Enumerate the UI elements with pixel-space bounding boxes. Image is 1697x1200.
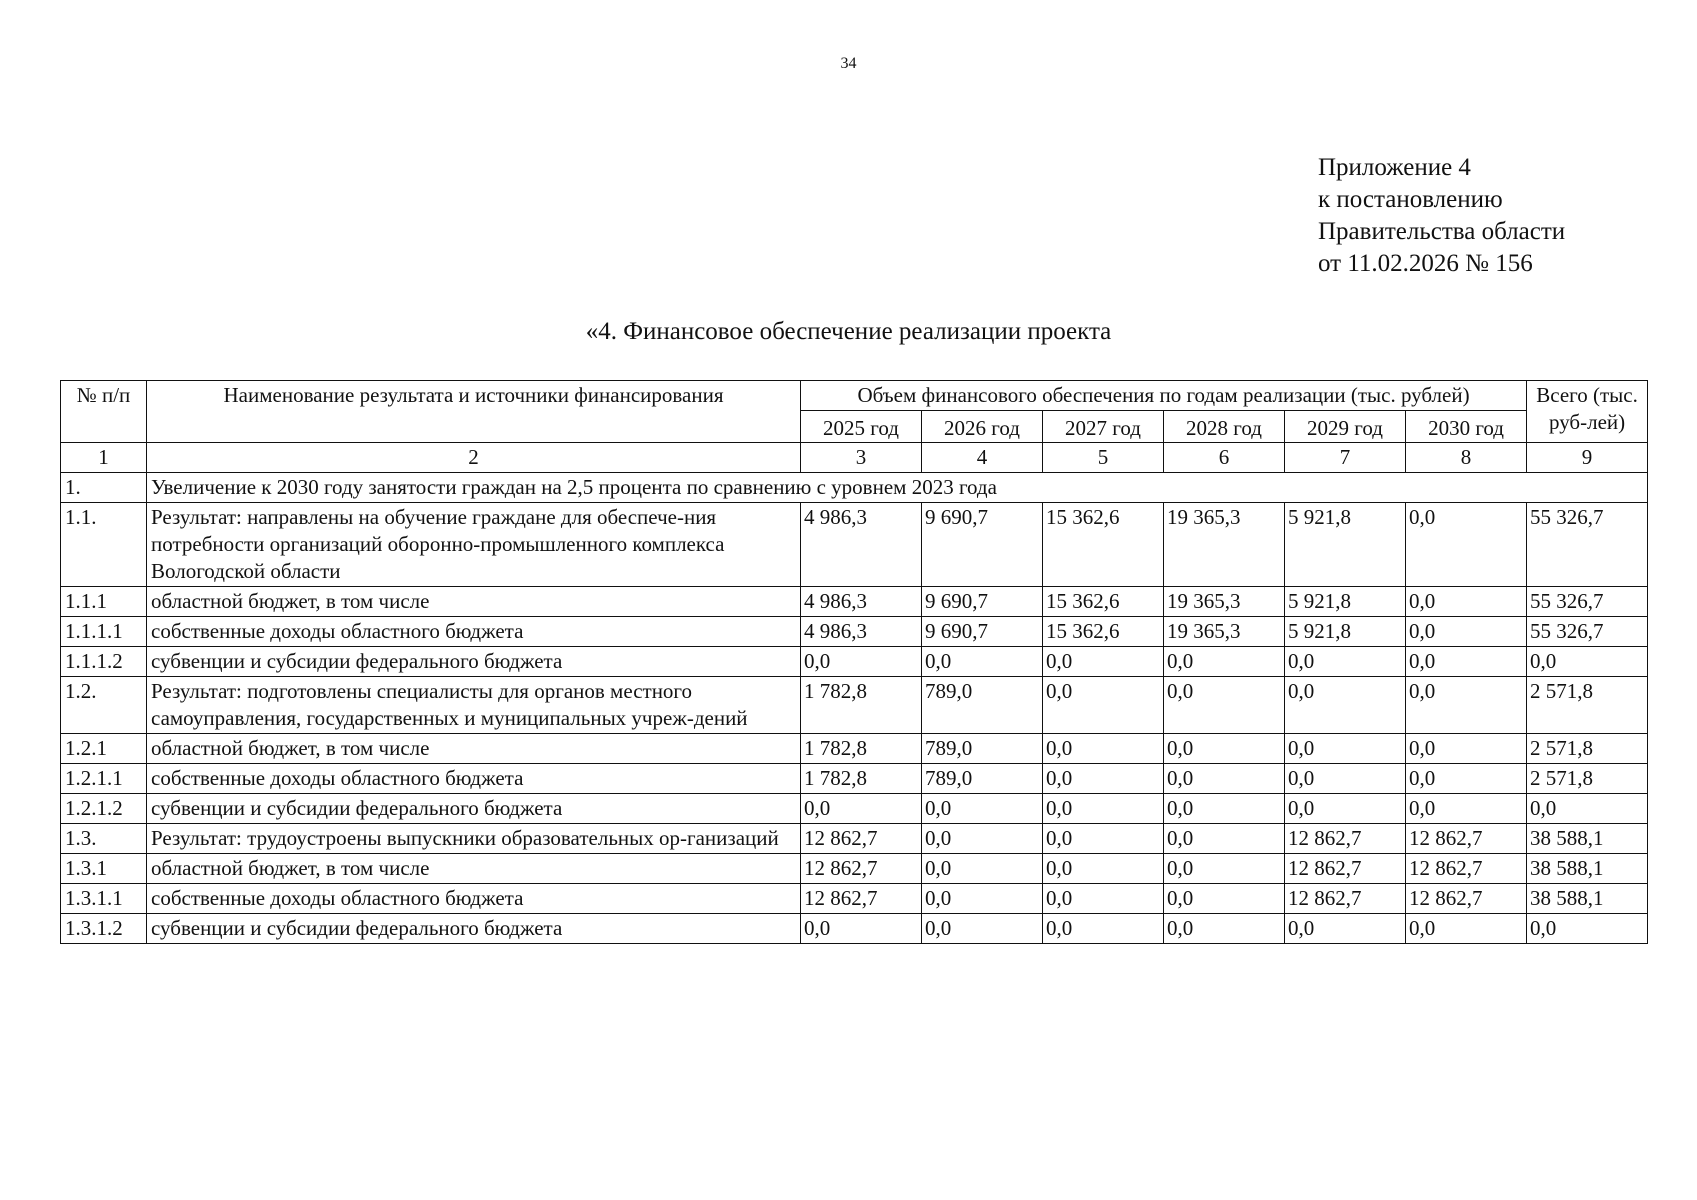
row-num: 1.1. <box>61 503 147 587</box>
row-value: 38 588,1 <box>1527 854 1648 884</box>
row-num: 1.1.1.2 <box>61 647 147 677</box>
row-value: 15 362,6 <box>1043 587 1164 617</box>
row-value: 12 862,7 <box>801 884 922 914</box>
column-number: 2 <box>147 443 801 473</box>
row-value: 0,0 <box>1406 503 1527 587</box>
header-num: № п/п <box>61 381 147 443</box>
row-value: 0,0 <box>1285 764 1406 794</box>
column-number: 8 <box>1406 443 1527 473</box>
appendix-line: от 11.02.2026 № 156 <box>1318 250 1533 277</box>
row-value: 9 690,7 <box>922 617 1043 647</box>
column-number: 4 <box>922 443 1043 473</box>
appendix-line: Приложение 4 <box>1318 154 1471 181</box>
column-number: 3 <box>801 443 922 473</box>
row-value: 12 862,7 <box>1406 824 1527 854</box>
row-num: 1.2. <box>61 677 147 734</box>
row-value: 0,0 <box>922 884 1043 914</box>
row-name: областной бюджет, в том числе <box>147 587 801 617</box>
row-value: 19 365,3 <box>1164 587 1285 617</box>
row-value: 0,0 <box>922 647 1043 677</box>
row-value: 1 782,8 <box>801 764 922 794</box>
page-number: 34 <box>840 55 857 72</box>
row-value: 55 326,7 <box>1527 503 1648 587</box>
row-value: 15 362,6 <box>1043 617 1164 647</box>
row-name: собственные доходы областного бюджета <box>147 617 801 647</box>
row-value: 2 571,8 <box>1527 734 1648 764</box>
row-value: 0,0 <box>1164 734 1285 764</box>
header-year: 2027 год <box>1043 411 1164 443</box>
header-year: 2026 год <box>922 411 1043 443</box>
row-value: 0,0 <box>1043 824 1164 854</box>
row-value: 0,0 <box>1164 677 1285 734</box>
row-value: 0,0 <box>1164 794 1285 824</box>
row-value: 0,0 <box>1406 677 1527 734</box>
row-value: 0,0 <box>1043 914 1164 944</box>
row-value: 9 690,7 <box>922 503 1043 587</box>
row-name: собственные доходы областного бюджета <box>147 764 801 794</box>
row-value: 5 921,8 <box>1285 587 1406 617</box>
row-value: 0,0 <box>1043 764 1164 794</box>
header-year: 2025 год <box>801 411 922 443</box>
row-value: 12 862,7 <box>1285 824 1406 854</box>
table-row <box>61 677 1648 734</box>
document-title: «4. Финансовое обеспечение реализации проекта <box>585 318 1112 345</box>
header-year: 2028 год <box>1164 411 1285 443</box>
row-value: 4 986,3 <box>801 503 922 587</box>
row-value: 0,0 <box>1285 914 1406 944</box>
row-value: 0,0 <box>1164 647 1285 677</box>
row-num: 1.3.1.2 <box>61 914 147 944</box>
row-name: областной бюджет, в том числе <box>147 734 801 764</box>
row-value: 4 986,3 <box>801 587 922 617</box>
row-value: 0,0 <box>1164 854 1285 884</box>
row-value: 2 571,8 <box>1527 677 1648 734</box>
row-name: субвенции и субсидии федерального бюджета <box>147 794 801 824</box>
row-value: 1 782,8 <box>801 677 922 734</box>
row-value: 12 862,7 <box>1285 884 1406 914</box>
appendix-line: Правительства области <box>1318 218 1566 245</box>
header-year: 2029 год <box>1285 411 1406 443</box>
row-value: 0,0 <box>801 914 922 944</box>
table-row <box>61 794 1648 824</box>
row-value: 0,0 <box>1043 734 1164 764</box>
row-value: 0,0 <box>1285 677 1406 734</box>
appendix-block <box>1318 152 1565 280</box>
row-value: 0,0 <box>1406 764 1527 794</box>
row-value: 19 365,3 <box>1164 503 1285 587</box>
header-volume: Объем финансового обеспечения по годам реализации (тыс. рублей) <box>801 381 1527 411</box>
row-name: областной бюджет, в том числе <box>147 854 801 884</box>
column-number: 5 <box>1043 443 1164 473</box>
row-value: 55 326,7 <box>1527 617 1648 647</box>
row-value: 789,0 <box>922 677 1043 734</box>
row-name: собственные доходы областного бюджета <box>147 884 801 914</box>
row-value: 5 921,8 <box>1285 503 1406 587</box>
row-value: 0,0 <box>1527 647 1648 677</box>
row-num: 1.1.1.1 <box>61 617 147 647</box>
column-numbers-row <box>61 443 1648 473</box>
row-num: 1.2.1.1 <box>61 764 147 794</box>
row-value: 789,0 <box>922 764 1043 794</box>
row-value: 0,0 <box>922 794 1043 824</box>
row-value: 0,0 <box>922 824 1043 854</box>
financing-table <box>60 380 1648 944</box>
column-number: 6 <box>1164 443 1285 473</box>
row-value: 15 362,6 <box>1043 503 1164 587</box>
column-number: 7 <box>1285 443 1406 473</box>
row-name: Результат: направлены на обучение граждане для обеспече-ния потребности организаций оборонно-промышленного комплекса Вологодской области <box>147 503 801 587</box>
table-row <box>61 503 1648 587</box>
row-value: 0,0 <box>1527 914 1648 944</box>
row-value: 0,0 <box>1406 914 1527 944</box>
row-value: 0,0 <box>1285 647 1406 677</box>
row-value: 19 365,3 <box>1164 617 1285 647</box>
table-row <box>61 617 1648 647</box>
header-year: 2030 год <box>1406 411 1527 443</box>
row-value: 0,0 <box>1043 884 1164 914</box>
row-value: 38 588,1 <box>1527 824 1648 854</box>
row-num: 1.1.1 <box>61 587 147 617</box>
header-row <box>61 381 1648 411</box>
row-value: 5 921,8 <box>1285 617 1406 647</box>
row-num: 1.2.1.2 <box>61 794 147 824</box>
column-number: 9 <box>1527 443 1648 473</box>
row-value: 4 986,3 <box>801 617 922 647</box>
row-value: 38 588,1 <box>1527 884 1648 914</box>
row-value: 9 690,7 <box>922 587 1043 617</box>
row-value: 0,0 <box>1406 617 1527 647</box>
table-row <box>61 914 1648 944</box>
row-value: 12 862,7 <box>801 854 922 884</box>
row-name: Результат: трудоустроены выпускники образовательных ор-ганизаций <box>147 824 801 854</box>
row-name: субвенции и субсидии федерального бюджета <box>147 914 801 944</box>
row-value: 0,0 <box>1164 764 1285 794</box>
table-row <box>61 824 1648 854</box>
table-row <box>61 587 1648 617</box>
row-value: 0,0 <box>1164 914 1285 944</box>
column-number: 1 <box>61 443 147 473</box>
row-value: 12 862,7 <box>1406 854 1527 884</box>
row-value: 0,0 <box>922 914 1043 944</box>
row-value: 0,0 <box>1043 854 1164 884</box>
row-value: 0,0 <box>1043 677 1164 734</box>
row-value: 55 326,7 <box>1527 587 1648 617</box>
table-row <box>61 734 1648 764</box>
row-value: 789,0 <box>922 734 1043 764</box>
row-value: 0,0 <box>922 854 1043 884</box>
row-value: 0,0 <box>1406 734 1527 764</box>
row-value: 0,0 <box>1527 794 1648 824</box>
table-row <box>61 854 1648 884</box>
row-value: 0,0 <box>801 794 922 824</box>
table-row <box>61 884 1648 914</box>
row-value: 2 571,8 <box>1527 764 1648 794</box>
row-num: 1.2.1 <box>61 734 147 764</box>
row-value: 0,0 <box>1406 647 1527 677</box>
row-num: 1.3.1 <box>61 854 147 884</box>
row-value: 1 782,8 <box>801 734 922 764</box>
row-value: 12 862,7 <box>801 824 922 854</box>
appendix-line: к постановлению <box>1318 186 1503 213</box>
row-value: 0,0 <box>1406 587 1527 617</box>
section-num: 1. <box>61 473 147 503</box>
section-text: Увеличение к 2030 году занятости граждан на 2,5 процента по сравнению с уровнем 2023 года <box>147 473 1648 503</box>
row-num: 1.3.1.1 <box>61 884 147 914</box>
section-row <box>61 473 1648 503</box>
row-value: 0,0 <box>1285 734 1406 764</box>
row-value: 0,0 <box>1164 884 1285 914</box>
header-name: Наименование результата и источники финансирования <box>147 381 801 443</box>
row-value: 12 862,7 <box>1406 884 1527 914</box>
row-name: Результат: подготовлены специалисты для органов местного самоуправления, государственных и муниципальных учреж-дений <box>147 677 801 734</box>
row-value: 0,0 <box>1043 647 1164 677</box>
row-value: 0,0 <box>1043 794 1164 824</box>
row-name: субвенции и субсидии федерального бюджета <box>147 647 801 677</box>
row-value: 12 862,7 <box>1285 854 1406 884</box>
table-row <box>61 647 1648 677</box>
header-total: Всего (тыс. руб-лей) <box>1527 381 1648 443</box>
row-value: 0,0 <box>801 647 922 677</box>
row-value: 0,0 <box>1164 824 1285 854</box>
row-value: 0,0 <box>1406 794 1527 824</box>
row-num: 1.3. <box>61 824 147 854</box>
row-value: 0,0 <box>1285 794 1406 824</box>
table-row <box>61 764 1648 794</box>
